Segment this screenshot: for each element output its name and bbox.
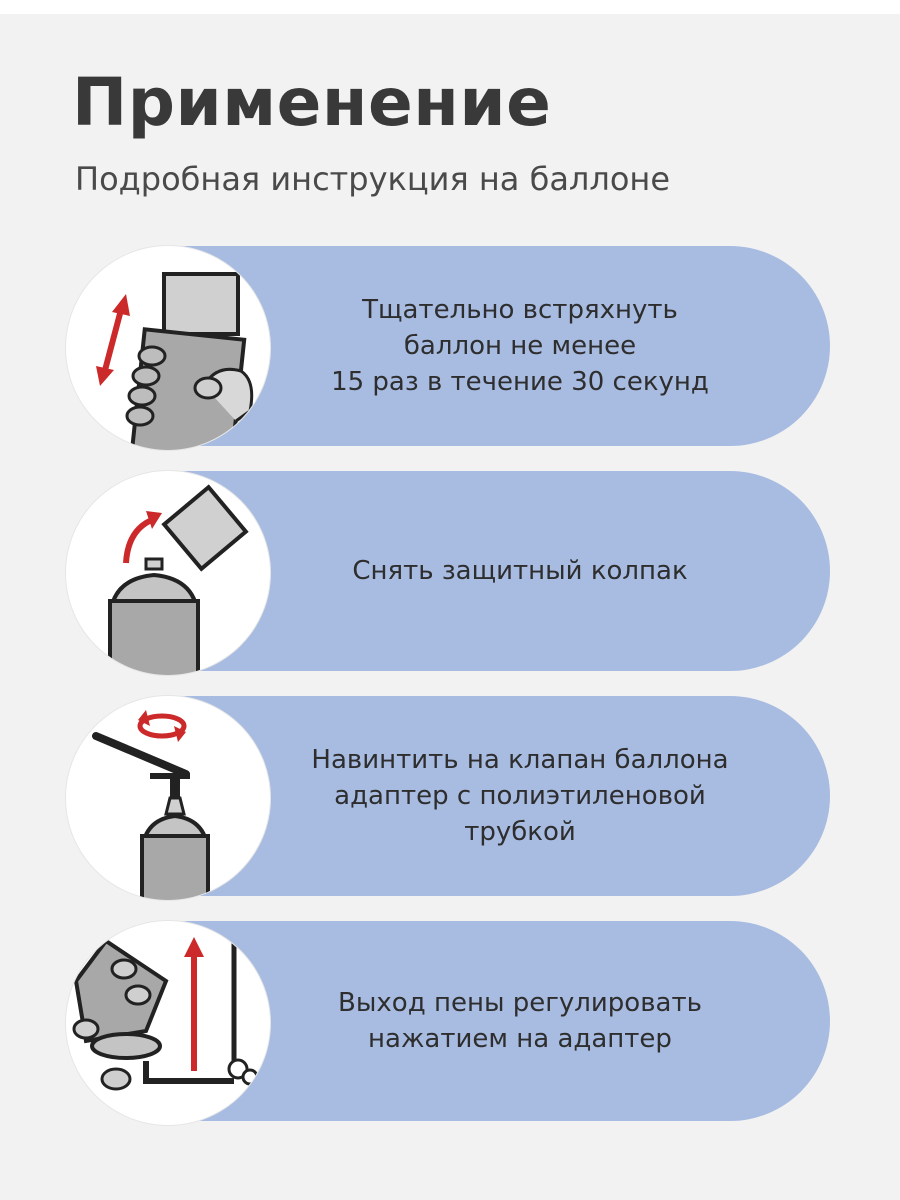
- step-4-line-2: нажатием на адаптер: [368, 1024, 672, 1054]
- page-title: Применение: [72, 64, 552, 141]
- step-1-line-3: 15 раз в течение 30 секунд: [331, 367, 709, 397]
- press-adapter-icon: [66, 921, 270, 1125]
- step-3-line-3: трубкой: [464, 817, 576, 847]
- step-1: [0, 246, 900, 451]
- step-3-line-1: Навинтить на клапан баллона: [311, 745, 729, 775]
- step-3: [0, 696, 900, 901]
- step-1-text: [230, 246, 810, 446]
- step-1-illustration: [66, 246, 270, 450]
- step-3-illustration: [66, 696, 270, 900]
- step-4: [0, 921, 900, 1126]
- step-1-line-2: баллон не менее: [403, 331, 637, 361]
- step-3-text: [230, 696, 810, 896]
- step-3-line-2: адаптер с полиэтиленовой: [334, 781, 706, 811]
- instruction-panel: [0, 14, 900, 1200]
- step-1-line-1: Тщательно встряхнуть: [362, 295, 678, 325]
- step-2: [0, 471, 900, 676]
- step-4-text: [230, 921, 810, 1121]
- step-4-illustration: [66, 921, 270, 1125]
- step-2-illustration: [66, 471, 270, 675]
- step-4-line-1: Выход пены регулировать: [338, 988, 702, 1018]
- step-2-line-1: Снять защитный колпак: [352, 556, 688, 586]
- screw-adapter-icon: [66, 696, 270, 900]
- page-subtitle: Подробная инструкция на баллоне: [75, 160, 671, 198]
- shake-can-icon: [66, 246, 270, 450]
- step-2-text: [230, 471, 810, 671]
- remove-cap-icon: [66, 471, 270, 675]
